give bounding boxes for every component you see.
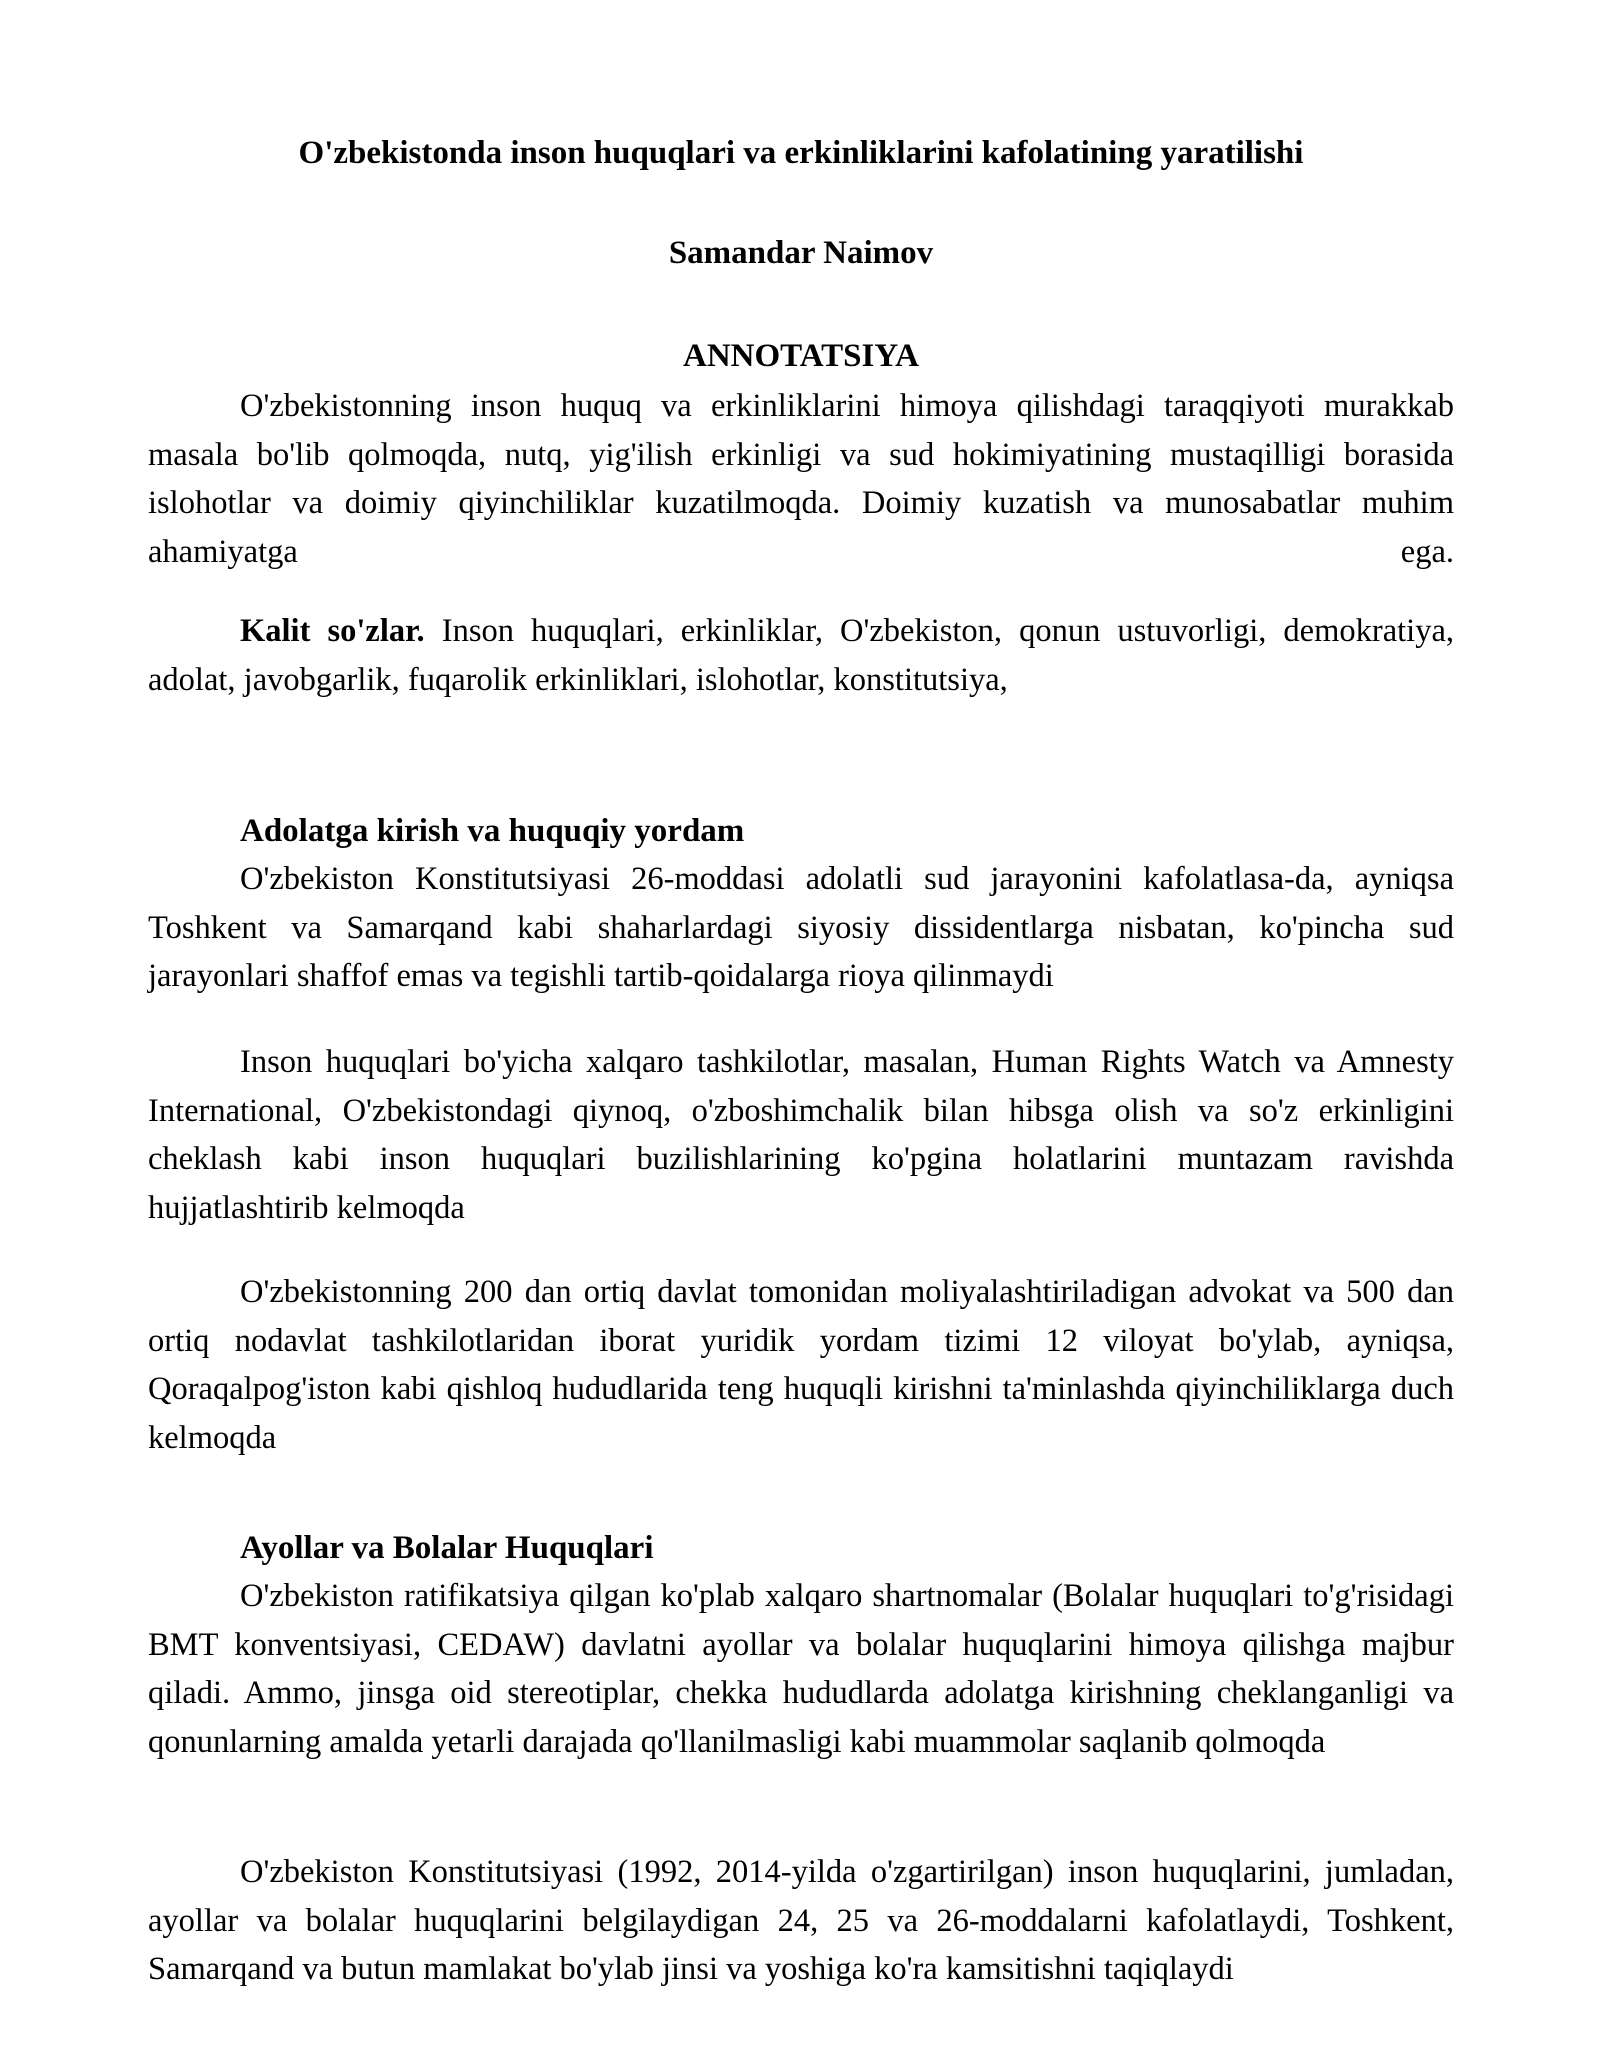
section-heading-access-to-justice: Adolatga kirish va huquqiy yordam [240, 813, 745, 849]
document-title: O'zbekistonda inson huquqlari va erkinliklarini kafolatining yaratilishi [298, 135, 1304, 171]
keywords-paragraph [148, 607, 1454, 704]
abstract-heading: ANNOTATSIYA [683, 338, 919, 374]
abstract-paragraph: O'zbekistonning inson huquq va erkinliklarini himoya qilishdagi taraqqiyoti murakkab masala bo'lib qolmoqda, nutq, yig'ilish erkinligi va sud hokimiyatining mustaqilligi borasida islohotlar va doimiy qiyinchiliklar kuzatilmoqda. Doimiy kuzatish va munosabatlar muhim ahamiyatga ega. [148, 388, 1454, 570]
section-paragraph: Inson huquqlari bo'yicha xalqaro tashkilotlar, masalan, Human Rights Watch va Amnesty International, O'zbekistondagi qiynoq, o'zboshimchalik bilan hibsga olish va so'z erkinligini cheklash kabi inson huquqlari buzilishlarining ko'pgina holatlarini muntazam ravishda hujjatlashtirib kelmoqda [148, 1044, 1454, 1226]
keywords-text: Inson huquqlari, erkinliklar, O'zbekiston, qonun ustuvorligi, demokratiya, adolat, javobgarlik, fuqarolik erkinliklari, islohotlar, konstitutsiya, [148, 613, 1454, 698]
section-paragraph: O'zbekiston Konstitutsiyasi (1992, 2014-yilda o'zgartirilgan) inson huquqlarini, jumladan, ayollar va bolalar huquqlarini belgilaydigan 24, 25 va 26-moddalarni kafolatlaydi, Toshkent, Samarqand va butun mamlakat bo'ylab jinsi va yoshiga ko'ra kamsitishni taqiqlaydi [148, 1854, 1454, 1987]
keywords-label: Kalit so'zlar. [240, 613, 425, 649]
section-paragraph: O'zbekiston ratifikatsiya qilgan ko'plab xalqaro shartnomalar (Bolalar huquqlari to'g'risidagi BMT konventsiyasi, CEDAW) davlatni ayollar va bolalar huquqlarini himoya qilishga majbur qiladi. Ammo, jinsga oid stereotiplar, chekka hududlarda adolatga kirishning cheklanganligi va qonunlarning amalda yetarli darajada qo'llanilmasligi kabi muammolar saqlanib qolmoqda [148, 1578, 1454, 1760]
section-paragraph: O'zbekiston Konstitutsiyasi 26-moddasi adolatli sud jarayonini kafolatlasa-da, ayniqsa Toshkent va Samarqand kabi shaharlardagi siyosiy dissidentlarga nisbatan, ko'pincha sud jarayonlari shaffof emas va tegishli tartib-qoidalarga rioya qilinmaydi [148, 861, 1454, 994]
section-paragraph: O'zbekistonning 200 dan ortiq davlat tomonidan moliyalashtiriladigan advokat va 500 dan ortiq nodavlat tashkilotlaridan iborat yuridik yordam tizimi 12 viloyat bo'ylab, ayniqsa, Qoraqalpog'iston kabi qishloq hududlarida teng huquqli kirishni ta'minlashda qiyinchiliklarga duch kelmoqda [148, 1274, 1454, 1456]
author-name: Samandar Naimov [668, 235, 934, 271]
section-heading-women-children-rights: Ayollar va Bolalar Huquqlari [240, 1530, 654, 1566]
